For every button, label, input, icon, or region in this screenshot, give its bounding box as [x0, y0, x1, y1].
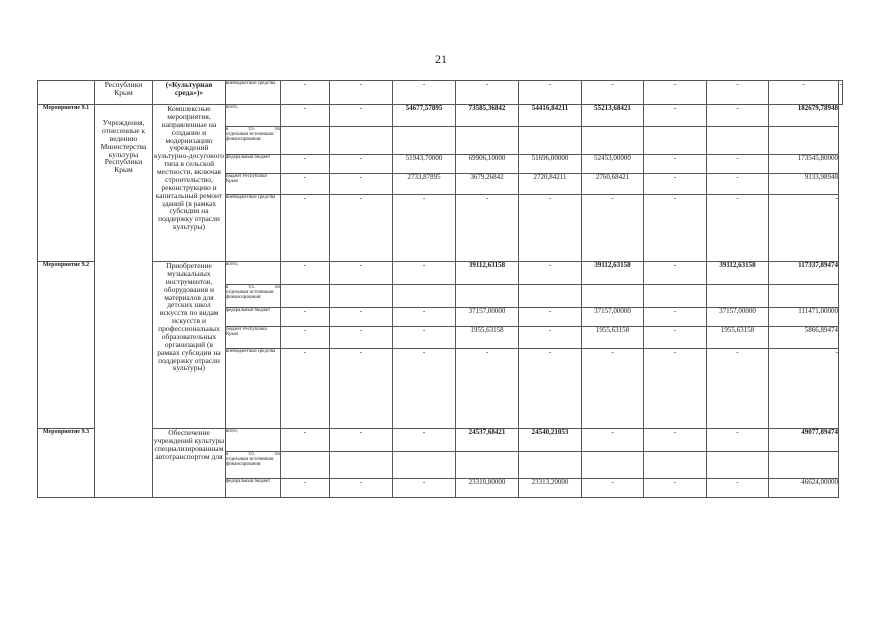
value-cell — [707, 127, 769, 155]
value-cell: - — [519, 262, 582, 285]
value-cell: - — [281, 105, 330, 127]
value-cell: - — [644, 479, 707, 498]
total-cell: 46624,00000 — [769, 479, 839, 498]
value-cell: 1955,63158 — [582, 327, 644, 349]
total-cell: 5866,89474 — [769, 327, 839, 349]
value-cell: - — [393, 479, 456, 498]
value-cell: 69906,10000 — [456, 155, 519, 174]
source-cell: всего, — [226, 262, 281, 285]
budget-table — [37, 80, 843, 498]
value-cell: - — [330, 195, 393, 262]
value-cell: 2733,87895 — [393, 174, 456, 195]
total-cell: 49077,89474 — [769, 429, 839, 452]
value-cell: 54677,57895 — [393, 105, 456, 127]
total-cell: - — [769, 349, 839, 429]
value-cell: - — [644, 349, 707, 429]
page-number: 21 — [435, 52, 447, 66]
value-cell: - — [330, 349, 393, 429]
value-cell: - — [281, 327, 330, 349]
value-cell: - — [644, 105, 707, 127]
value-cell: 37157,00000 — [582, 308, 644, 327]
value-cell: - — [393, 429, 456, 452]
value-cell: - — [281, 349, 330, 429]
source-cell: всего, — [226, 105, 281, 127]
value-cell: - — [281, 429, 330, 452]
source-label-word: т.ч. — [248, 452, 255, 457]
value-cell: 1955,63158 — [707, 327, 769, 349]
table-row — [38, 81, 843, 105]
value-cell: 24537,68421 — [456, 429, 519, 452]
value-cell: - — [707, 195, 769, 262]
source-label-rest: отдельным источникам финансирования: — [226, 457, 274, 468]
source-label-word: по — [275, 452, 280, 457]
value-cell: - — [456, 195, 519, 262]
value-cell: - — [644, 429, 707, 452]
value-cell — [707, 452, 769, 479]
value-cell: - — [769, 81, 839, 105]
value-cell: 52453,00000 — [582, 155, 644, 174]
value-cell — [456, 452, 519, 479]
source-cell: внебюджетные средства — [226, 349, 281, 429]
value-cell — [330, 285, 393, 308]
value-cell: - — [330, 327, 393, 349]
total-cell: 117337,89474 — [769, 262, 839, 285]
value-cell: - — [582, 349, 644, 429]
source-cell: бюджет Республики Крым — [226, 327, 281, 349]
value-cell — [456, 127, 519, 155]
measure-name-cell: Обеспечение учреждений культуры специализированным автотранспортом для — [153, 429, 226, 498]
value-cell — [707, 285, 769, 308]
source-cell: бюджет Республики Крым — [226, 174, 281, 195]
value-cell: - — [519, 308, 582, 327]
measure-id-cell: Мероприятие 9.2 — [38, 262, 95, 429]
measure-name-cell: («Культурная среда»)» — [153, 81, 226, 105]
source-label-rest: отдельным источникам финансирования: — [226, 290, 274, 301]
value-cell: 51943,70000 — [393, 155, 456, 174]
source-cell: федеральный бюджет — [226, 308, 281, 327]
value-cell: 24540,21053 — [519, 429, 582, 452]
value-cell: - — [582, 479, 644, 498]
source-label-word: в — [226, 452, 229, 457]
value-cell: - — [707, 479, 769, 498]
value-cell — [281, 127, 330, 155]
measure-name-cell: Комплексные мероприятия, направленные на создание и модернизацию учреждений культурно-досугового типа в сельской местности, включая строительство, реконструкцию и капитальный ремонт зданий (в рамках субсидии на поддержку отрасли культуры) — [153, 105, 226, 262]
value-cell — [519, 285, 582, 308]
value-cell: - — [582, 429, 644, 452]
value-cell: - — [644, 155, 707, 174]
value-cell: - — [281, 262, 330, 285]
total-cell — [769, 127, 839, 155]
value-cell — [644, 285, 707, 308]
value-cell — [456, 285, 519, 308]
value-cell — [393, 452, 456, 479]
value-cell: - — [707, 429, 769, 452]
value-cell — [281, 285, 330, 308]
source-label-word: по — [275, 285, 280, 290]
measure-id-cell — [38, 81, 95, 105]
value-cell: - — [281, 81, 330, 105]
measure-id-cell: Мероприятие 9.1 — [38, 105, 95, 262]
value-cell: - — [707, 81, 769, 105]
total-cell: 182679,78948 — [769, 105, 839, 127]
value-cell: 39112,63158 — [707, 262, 769, 285]
total-cell: 173545,80000 — [769, 155, 839, 174]
value-cell: - — [707, 174, 769, 195]
value-cell: - — [393, 195, 456, 262]
value-cell — [330, 127, 393, 155]
source-cell — [226, 452, 281, 479]
value-cell: - — [330, 429, 393, 452]
value-cell — [519, 452, 582, 479]
total-cell: - — [839, 81, 843, 105]
value-cell: - — [393, 327, 456, 349]
value-cell: - — [707, 155, 769, 174]
executor-cell: Учреждения, отнесенные к ведению Министерства культуры Республики Крым — [95, 105, 153, 498]
value-cell: - — [393, 262, 456, 285]
source-cell: всего, — [226, 429, 281, 452]
value-cell: - — [644, 195, 707, 262]
source-cell: федеральный бюджет — [226, 479, 281, 498]
value-cell — [519, 127, 582, 155]
value-cell: - — [456, 81, 519, 105]
source-cell: внебюджетные средства — [226, 195, 281, 262]
value-cell: 3679,26842 — [456, 174, 519, 195]
value-cell: - — [330, 262, 393, 285]
value-cell: - — [393, 349, 456, 429]
executor-cell: Республики Крым — [95, 81, 153, 105]
value-cell: - — [519, 349, 582, 429]
value-cell: - — [582, 81, 644, 105]
value-cell: - — [644, 262, 707, 285]
value-cell: - — [456, 349, 519, 429]
value-cell: - — [519, 327, 582, 349]
value-cell: - — [330, 81, 393, 105]
total-cell: 9133,98948 — [769, 174, 839, 195]
table-row — [38, 105, 843, 127]
source-label-word: в — [226, 285, 229, 290]
value-cell — [393, 285, 456, 308]
value-cell: - — [519, 81, 582, 105]
measure-id-cell: Мероприятие 9.3 — [38, 429, 95, 498]
value-cell: 2720,84211 — [519, 174, 582, 195]
value-cell — [644, 452, 707, 479]
value-cell: - — [707, 349, 769, 429]
value-cell: - — [519, 195, 582, 262]
value-cell: 37157,00000 — [707, 308, 769, 327]
value-cell: - — [393, 81, 456, 105]
source-cell: внебюджетные средства — [226, 81, 281, 105]
value-cell: - — [281, 195, 330, 262]
table-row — [38, 262, 843, 285]
source-label-word: т.ч. — [248, 127, 255, 132]
value-cell: - — [582, 195, 644, 262]
value-cell: - — [330, 308, 393, 327]
value-cell: - — [707, 105, 769, 127]
value-cell: - — [281, 174, 330, 195]
value-cell — [582, 452, 644, 479]
source-label-word: в — [226, 127, 229, 132]
value-cell: - — [281, 308, 330, 327]
measure-name-cell: Приобретение музыкальных инструментов, оборудования и материалов для детских школ искусств по видам искусств и профессиональных образовательных организаций (в рамках субсидии на поддержку отрасли культуры) — [153, 262, 226, 429]
value-cell: 23313,20000 — [519, 479, 582, 498]
value-cell — [582, 285, 644, 308]
value-cell: - — [644, 174, 707, 195]
total-cell — [769, 452, 839, 479]
value-cell: - — [644, 81, 707, 105]
value-cell: - — [644, 327, 707, 349]
table-row — [38, 429, 843, 452]
value-cell: 1955,63158 — [456, 327, 519, 349]
source-cell: федеральный бюджет — [226, 155, 281, 174]
value-cell: 54416,84211 — [519, 105, 582, 127]
value-cell — [644, 127, 707, 155]
value-cell: - — [330, 174, 393, 195]
value-cell: - — [281, 479, 330, 498]
value-cell — [582, 127, 644, 155]
value-cell: - — [644, 308, 707, 327]
value-cell: 55213,68421 — [582, 105, 644, 127]
value-cell — [393, 127, 456, 155]
value-cell — [330, 452, 393, 479]
value-cell: 23310,80000 — [456, 479, 519, 498]
value-cell: 51696,00000 — [519, 155, 582, 174]
value-cell: - — [281, 155, 330, 174]
value-cell: - — [330, 479, 393, 498]
value-cell: 37157,00000 — [456, 308, 519, 327]
source-cell — [226, 285, 281, 308]
source-label-word: по — [275, 127, 280, 132]
value-cell — [281, 452, 330, 479]
source-label-rest: отдельным источникам финансирования: — [226, 132, 274, 143]
source-label-word: т.ч. — [248, 285, 255, 290]
value-cell: - — [330, 155, 393, 174]
total-cell — [769, 285, 839, 308]
value-cell: 73585,36842 — [456, 105, 519, 127]
source-cell — [226, 127, 281, 155]
value-cell: 2760,68421 — [582, 174, 644, 195]
value-cell: - — [393, 308, 456, 327]
total-cell: 111471,00000 — [769, 308, 839, 327]
value-cell: - — [330, 105, 393, 127]
total-cell: - — [769, 195, 839, 262]
value-cell: 39112,63158 — [456, 262, 519, 285]
value-cell: 39112,63158 — [582, 262, 644, 285]
